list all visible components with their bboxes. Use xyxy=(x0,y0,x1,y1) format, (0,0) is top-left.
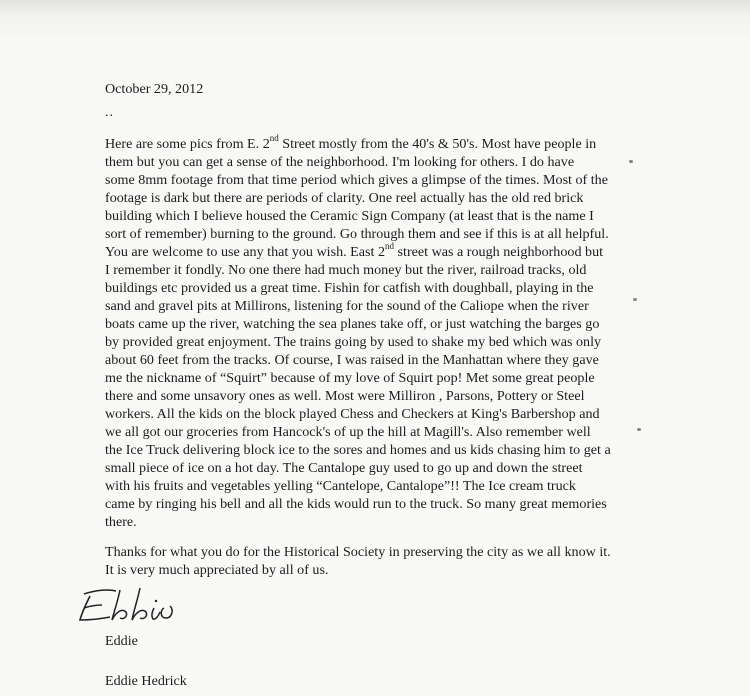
body-line: with his fruits and vegetables yelling “Cantelope, Cantalope”!! The Ice cream truck xyxy=(105,478,576,494)
stray-marks: .. xyxy=(105,105,114,120)
body-line: building which I believe housed the Ceramic Sign Company (at least that is the name I xyxy=(105,208,594,224)
body-line: there. xyxy=(105,514,137,530)
body-line: we all got our groceries from Hancock's of up the hill at Magill's. Also remember well xyxy=(105,424,591,440)
body-line: I remember it fondly. No one there had much money but the river, railroad tracks, old xyxy=(105,262,587,278)
body-line: there and some unsavory ones as well. Most were Milliron , Parsons, Pottery or Steel xyxy=(105,388,585,404)
body-line: me the nickname of “Squirt” because of my love of Squirt pop! Met some great people xyxy=(105,370,595,386)
scan-edge xyxy=(0,0,750,14)
closing-line: It is very much appreciated by all of us. xyxy=(105,562,329,578)
body-line: them but you can get a sense of the neighborhood. I'm looking for others. I do have xyxy=(105,154,575,170)
body-line: came by ringing his bell and all the kids would run to the truck. So many great memories xyxy=(105,496,607,512)
handwritten-signature xyxy=(76,582,186,628)
body-line: buildings etc provided us a great time. Fishin for catfish with doughball, playing in the xyxy=(105,280,594,296)
body-line: sand and gravel pits at Millirons, listening for the sound of the Caliope when the river xyxy=(105,298,589,314)
body-line: footage is dark but there are periods of clarity. One reel actually has the old red brick xyxy=(105,190,584,206)
scan-speck xyxy=(633,298,637,301)
body-line: by provided great enjoyment. The trains going by used to shake my bed which was only xyxy=(105,334,602,350)
full-name: Eddie Hedrick xyxy=(105,673,187,689)
signature-name: Eddie xyxy=(105,633,138,649)
body-line: Here are some pics from E. 2nd Street mostly from the 40's & 50's. Most have people in xyxy=(105,133,597,152)
scan-speck xyxy=(629,160,633,163)
scan-speck xyxy=(637,428,641,431)
letter-date: October 29, 2012 xyxy=(105,81,204,97)
body-line: sort of remember) burning to the ground. Go through them and see if this is at all helpful. xyxy=(105,226,609,242)
body-line: some 8mm footage from that time period which gives a glimpse of the times. Most of the xyxy=(105,172,608,188)
closing-line: Thanks for what you do for the Historical Society in preserving the city as we all know it. xyxy=(105,544,611,560)
body-line: about 60 feet from the tracks. Of course, I was raised in the Manhattan where they gave xyxy=(105,352,599,368)
body-line: boats came up the river, watching the sea planes take off, or just watching the barges go xyxy=(105,316,600,332)
body-line: workers. All the kids on the block played Chess and Checkers at King's Barbershop and xyxy=(105,406,600,422)
body-line: small piece of ice on a hot day. The Cantalope guy used to go up and down the street xyxy=(105,460,583,476)
body-line: the Ice Truck delivering block ice to the sores and homes and us kids chasing him to get a xyxy=(105,442,611,458)
body-line: You are welcome to use any that you wish. East 2nd street was a rough neighborhood but xyxy=(105,241,604,260)
